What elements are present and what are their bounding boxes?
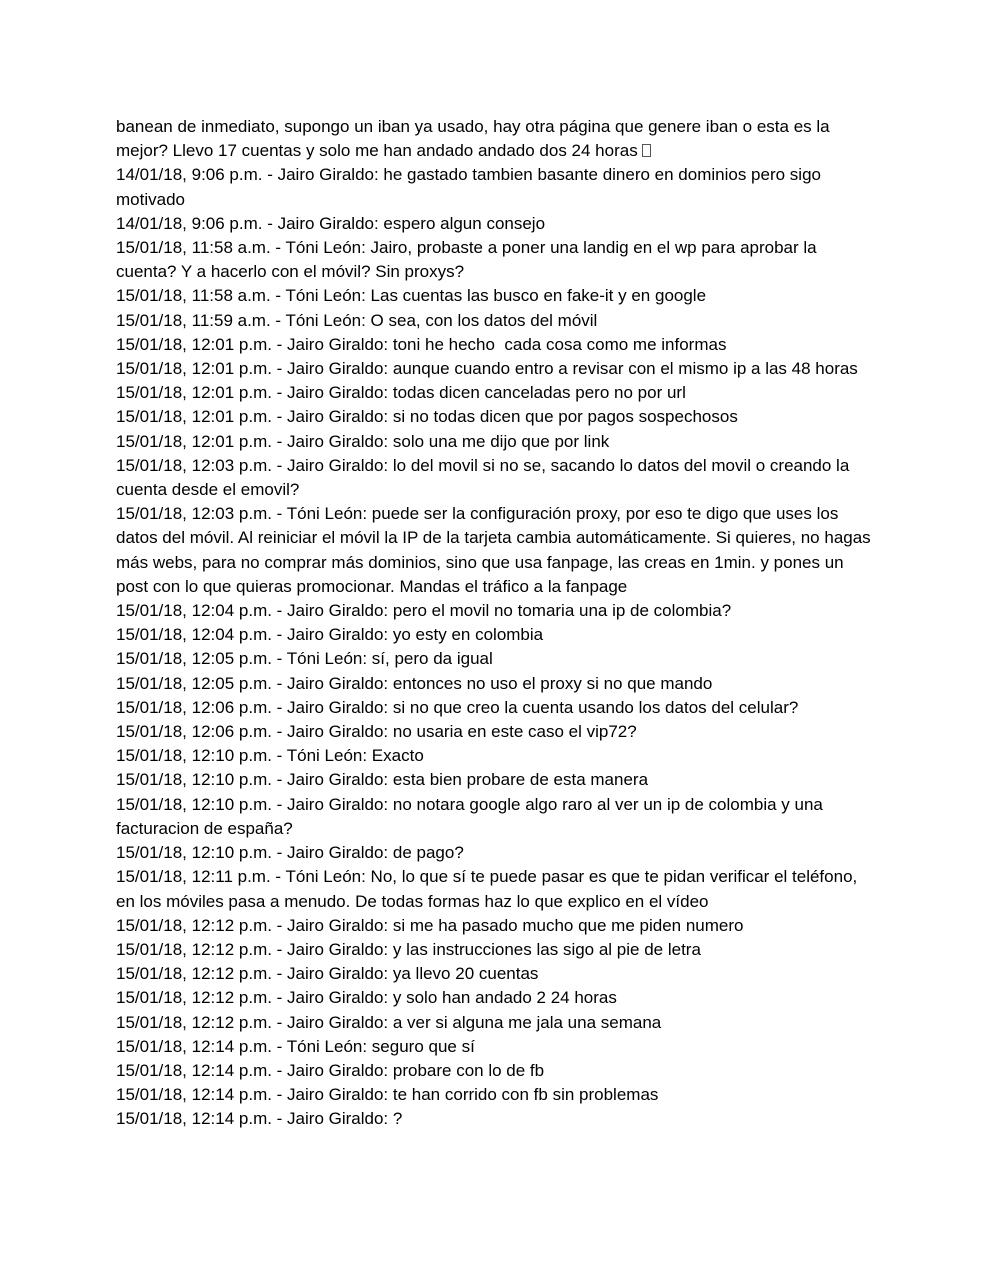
chat-line: 15/01/18, 12:10 p.m. - Jairo Giraldo: no notara google algo raro al ver un ip de colombia y una facturacion de españa?	[116, 794, 823, 838]
chat-line: 15/01/18, 11:58 a.m. - Tóni León: Jairo, probaste a poner una landig en el wp para aprobar la cuenta? Y a hacerlo con el móvil? Sin proxys?	[116, 238, 817, 282]
chat-line: 15/01/18, 12:14 p.m. - Jairo Giraldo: ?	[116, 1109, 403, 1129]
chat-line: 14/01/18, 9:06 p.m. - Jairo Giraldo: he gastado tambien basante dinero en dominios pero sigo motivado	[116, 165, 821, 209]
chat-line: 15/01/18, 12:01 p.m. - Jairo Giraldo: todas dicen canceladas pero no por url	[116, 383, 686, 403]
chat-line: 15/01/18, 12:12 p.m. - Jairo Giraldo: y las instrucciones las sigo al pie de letra	[116, 939, 701, 959]
chat-line: 15/01/18, 12:12 p.m. - Jairo Giraldo: si me ha pasado mucho que me piden numero	[116, 915, 744, 935]
chat-line: 15/01/18, 12:01 p.m. - Jairo Giraldo: aunque cuando entro a revisar con el mismo ip a las 48 horas	[116, 359, 858, 379]
chat-line: 15/01/18, 12:01 p.m. - Jairo Giraldo: solo una me dijo que por link	[116, 431, 610, 451]
chat-line: 15/01/18, 12:03 p.m. - Tóni León: puede ser la configuración proxy, por eso te digo que uses los datos del móvil. Al reiniciar el móvil la IP de la tarjeta cambia automáticamente. Si quieres, no hagas más webs, para no comprar más dominios, sino que usa fanpage, las creas en 1min. y pones un post con lo que quieras promocionar. Mandas el tráfico a la fanpage	[116, 504, 871, 596]
chat-line: 15/01/18, 12:01 p.m. - Jairo Giraldo: si no todas dicen que por pagos sospechosos	[116, 407, 738, 427]
chat-line: 15/01/18, 12:01 p.m. - Jairo Giraldo: toni he hecho cada cosa como me informas	[116, 334, 727, 354]
chat-line: 15/01/18, 12:05 p.m. - Tóni León: sí, pero da igual	[116, 649, 493, 669]
chat-log-text	[116, 115, 876, 1132]
chat-line: 15/01/18, 12:10 p.m. - Tóni León: Exacto	[116, 746, 424, 766]
chat-line: 15/01/18, 12:12 p.m. - Jairo Giraldo: y solo han andado 2 24 horas	[116, 988, 617, 1008]
chat-line: 15/01/18, 12:12 p.m. - Jairo Giraldo: a ver si alguna me jala una semana	[116, 1012, 662, 1032]
chat-line: 15/01/18, 12:05 p.m. - Jairo Giraldo: entonces no uso el proxy si no que mando	[116, 673, 713, 693]
chat-line: banean de inmediato, supongo un iban ya usado, hay otra página que genere iban o esta es la mejor? Llevo 17 cuentas y solo me han andado andado dos 24 horas	[116, 117, 830, 161]
chat-line: 15/01/18, 12:04 p.m. - Jairo Giraldo: yo esty en colombia	[116, 625, 544, 645]
chat-line: 15/01/18, 12:10 p.m. - Jairo Giraldo: esta bien probare de esta manera	[116, 770, 649, 790]
chat-line: 15/01/18, 12:03 p.m. - Jairo Giraldo: lo del movil si no se, sacando lo datos del movil o creando la cuenta desde el emovil?	[116, 455, 850, 500]
chat-line: 15/01/18, 11:59 a.m. - Tóni León: O sea, con los datos del móvil	[116, 310, 598, 330]
missing-glyph-icon	[642, 144, 651, 157]
chat-line: 15/01/18, 12:06 p.m. - Jairo Giraldo: si no que creo la cuenta usando los datos del celular?	[116, 697, 799, 717]
chat-line: 15/01/18, 11:58 a.m. - Tóni León: Las cuentas las busco en fake-it y en google	[116, 286, 707, 306]
chat-line: 15/01/18, 12:06 p.m. - Jairo Giraldo: no usaria en este caso el vip72?	[116, 722, 637, 742]
chat-line: 15/01/18, 12:04 p.m. - Jairo Giraldo: pero el movil no tomaria una ip de colombia?	[116, 601, 732, 621]
chat-line: 15/01/18, 12:14 p.m. - Jairo Giraldo: te han corrido con fb sin problemas	[116, 1085, 659, 1105]
chat-line: 15/01/18, 12:11 p.m. - Tóni León: No, lo que sí te puede pasar es que te pidan verificar el teléfono, en los móviles pasa a menudo. De todas formas haz lo que explico en el vídeo	[116, 867, 858, 911]
chat-line: 15/01/18, 12:12 p.m. - Jairo Giraldo: ya llevo 20 cuentas	[116, 964, 539, 984]
chat-line: 15/01/18, 12:10 p.m. - Jairo Giraldo: de pago?	[116, 843, 464, 863]
chat-line: 14/01/18, 9:06 p.m. - Jairo Giraldo: espero algun consejo	[116, 213, 546, 233]
chat-line: 15/01/18, 12:14 p.m. - Tóni León: seguro que sí	[116, 1036, 475, 1056]
chat-line: 15/01/18, 12:14 p.m. - Jairo Giraldo: probare con lo de fb	[116, 1060, 545, 1080]
